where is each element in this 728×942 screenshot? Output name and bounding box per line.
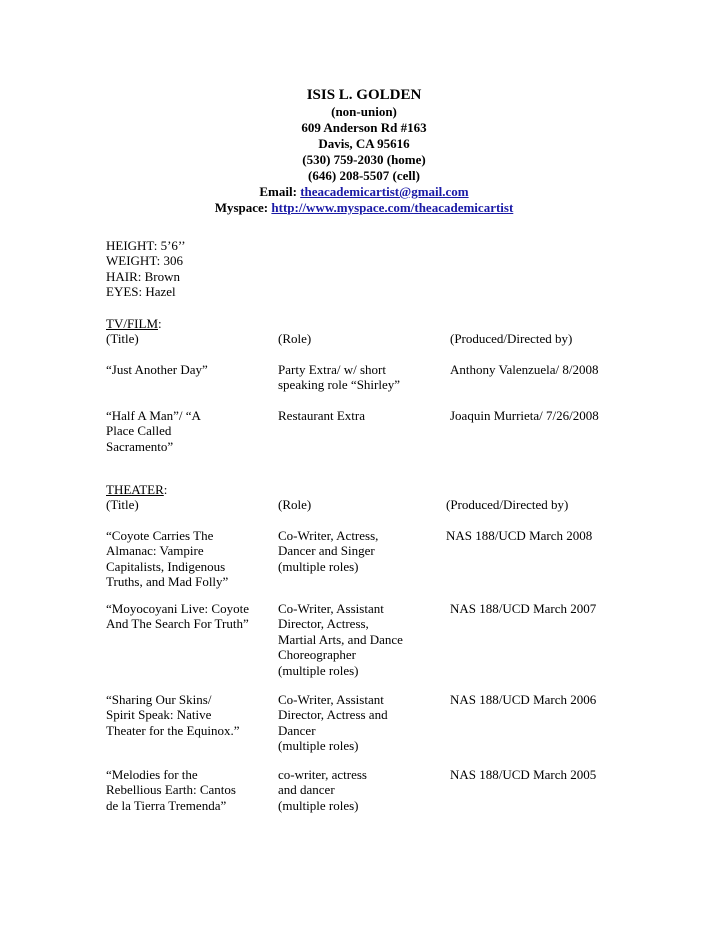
applicant-name: ISIS L. GOLDEN (306, 87, 422, 103)
title-line: Capitalists, Indigenous (106, 558, 226, 574)
title-line: Rebellious Earth: Cantos (106, 782, 236, 798)
role-line: Director, Actress and (278, 707, 388, 723)
email-line (0, 184, 728, 200)
tvfilm-header-producer: (Produced/Directed by) (450, 331, 573, 346)
title-line: Almanac: Vampire (106, 543, 204, 559)
theater-row-producer (450, 767, 720, 782)
tvfilm-row-role (278, 408, 438, 423)
theater-row-title (106, 601, 266, 632)
role-line: speaking role “Shirley” (278, 377, 401, 393)
title-line: Sacramento” (106, 438, 174, 454)
title-line: “Melodies for the (106, 767, 198, 782)
role-line: co-writer, actress (278, 767, 367, 782)
producer-line: NAS 188/UCD March 2007 (450, 601, 597, 616)
address-line-2: Davis, CA 95616 (318, 136, 410, 151)
role-line: (multiple roles) (278, 558, 359, 574)
theater-row-role (278, 767, 438, 813)
theater-colon: : (163, 482, 168, 497)
theater-header-title: (Title) (106, 497, 139, 512)
title-line: “Sharing Our Skins/ (106, 692, 212, 707)
role-line: Martial Arts, and Dance (278, 631, 403, 647)
home-phone: (530) 759-2030 (home) (302, 152, 426, 167)
title-line: And The Search For Truth” (106, 616, 249, 632)
theater-row-title (106, 528, 266, 590)
theater-row-role (278, 692, 438, 754)
myspace-line (0, 200, 728, 216)
tvfilm-row-role (278, 362, 438, 393)
tvfilm-heading (106, 316, 266, 331)
title-line: Place Called (106, 423, 172, 439)
theater-row-producer (450, 601, 720, 616)
tvfilm-title: TV/FILM (106, 316, 158, 331)
hair-stat: HAIR: Brown (106, 268, 181, 284)
theater-row-title (106, 692, 266, 738)
title-line: “Half A Man”/ “A (106, 408, 201, 423)
theater-header-producer: (Produced/Directed by) (446, 497, 569, 512)
email-link[interactable]: theacademicartist@gmail.com (300, 184, 469, 199)
producer-line: Anthony Valenzuela/ 8/2008 (450, 362, 599, 377)
theater-header-role: (Role) (278, 497, 312, 512)
tvfilm-row-producer (450, 408, 720, 423)
role-line: and dancer (278, 782, 335, 798)
title-line: Theater for the Equinox.” (106, 722, 240, 738)
tvfilm-colon: : (158, 316, 162, 331)
theater-row-role (278, 528, 438, 574)
physical-stats (106, 238, 186, 300)
resume-header (0, 86, 728, 216)
theater-row-title (106, 767, 266, 813)
role-line: Co-Writer, Assistant (278, 692, 384, 707)
height-stat: HEIGHT: 5’6’’ (106, 238, 186, 253)
title-line: “Coyote Carries The (106, 528, 214, 543)
title-line: de la Tierra Tremenda” (106, 797, 227, 813)
eyes-stat: EYES: Hazel (106, 284, 176, 300)
tvfilm-header-role: (Role) (278, 331, 312, 346)
theater-row-role (278, 601, 438, 678)
role-line: Director, Actress, (278, 616, 369, 632)
weight-stat: WEIGHT: 306 (106, 253, 183, 269)
tvfilm-row-title (106, 362, 266, 377)
producer-line: Joaquin Murrieta/ 7/26/2008 (450, 408, 599, 423)
email-label: Email: (259, 184, 297, 199)
role-line: Dancer and Singer (278, 543, 375, 559)
role-line: (multiple roles) (278, 738, 359, 754)
myspace-link[interactable]: http://www.myspace.com/theacademicartist (271, 200, 514, 215)
title-line: Spirit Speak: Native (106, 707, 212, 723)
producer-line: NAS 188/UCD March 2005 (450, 767, 597, 782)
tvfilm-row-producer (450, 362, 720, 377)
title-line: “Just Another Day” (106, 362, 208, 377)
producer-line: NAS 188/UCD March 2008 (446, 528, 593, 543)
role-line: Co-Writer, Assistant (278, 601, 384, 616)
union-status: (non-union) (331, 104, 397, 119)
title-line: “Moyocoyani Live: Coyote (106, 601, 249, 616)
theater-title: THEATER (106, 482, 164, 497)
role-line: Party Extra/ w/ short (278, 362, 386, 377)
role-line: Restaurant Extra (278, 408, 365, 423)
theater-heading (106, 482, 266, 497)
role-line: (multiple roles) (278, 662, 359, 678)
tvfilm-header-title: (Title) (106, 331, 139, 346)
producer-line: NAS 188/UCD March 2006 (450, 692, 597, 707)
theater-row-producer (450, 692, 720, 707)
role-line: Choreographer (278, 647, 356, 663)
title-line: Truths, and Mad Folly” (106, 574, 229, 590)
role-line: (multiple roles) (278, 797, 359, 813)
cell-phone: (646) 208-5507 (cell) (308, 168, 420, 183)
myspace-label: Myspace: (214, 200, 269, 215)
theater-row-producer (446, 528, 716, 543)
role-line: Dancer (278, 722, 316, 738)
address-line-1: 609 Anderson Rd #163 (301, 120, 427, 135)
tvfilm-row-title (106, 408, 266, 454)
role-line: Co-Writer, Actress, (278, 528, 379, 543)
